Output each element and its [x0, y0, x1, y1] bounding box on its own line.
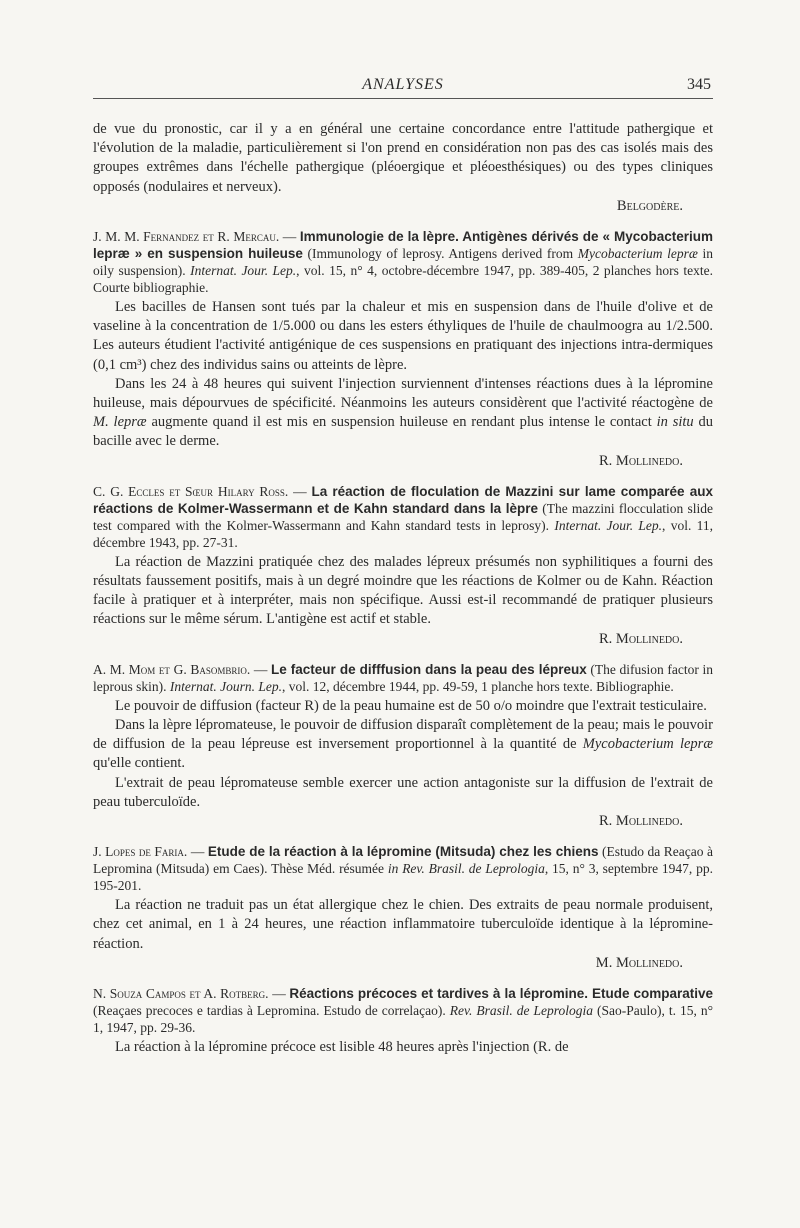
ref-text: , vol. 15, n° 4, octobre-décembre 1947, pp. 389-405, 2 planches hors texte. Courte bibliographie.	[93, 263, 713, 296]
ref-text: (Estudo da Reaçao à Lepromina (Mitsuda) em Caes). Thèse Méd. résumée	[93, 844, 714, 877]
signature: R. Mollinedo.	[599, 813, 683, 830]
entry-authors: A. M. Mom et G. Basombrio.	[93, 661, 251, 677]
signature: R. Mollinedo.	[599, 452, 683, 469]
entry-reference	[93, 228, 713, 296]
entry-paragraph: Le pouvoir de diffusion (facteur R) de la peau humaine est de 50 o/o moindre que l'extrait testiculaire.	[115, 697, 707, 714]
paragraph-text: La réaction de Mazzini pratiquée chez des malades lépreux présumés non syphilitiques a fourni des résultats faussement positifs, mais à un degré moindre que les réactions de Kolmer ou de Kahn. Réaction facile à pratiquer et à interpréter, mais non spécifique. Aussi est-il recommandé de pratiquer plusieurs réactions sur le même sérum. L'antigène est actif et stable.	[93, 553, 713, 628]
entry-paragraph	[93, 553, 713, 649]
running-title: ANALYSES	[362, 76, 444, 93]
paragraph-text: du bacille avec le derme.	[93, 414, 714, 450]
journal-name: Internat. Jour. Lep.	[190, 263, 297, 279]
page-header	[93, 76, 713, 99]
entry-authors: J. M. M. Fernandez et R. Mercau.	[93, 229, 280, 245]
page-number: 345	[687, 76, 711, 93]
entry-paragraph	[93, 375, 713, 471]
entry-reference	[93, 661, 713, 695]
paragraph-text: qu'elle contient.	[93, 755, 185, 772]
paragraph-text: Dans les 24 à 48 heures qui suivent l'injection surviennent d'intenses réactions dues à la lépromine huileuse, mais dépourvues de spécificité. Néanmoins les auteurs considèrent que l'activité réactogène de	[93, 375, 713, 412]
entry-authors: J. Lopes de Faria.	[93, 844, 188, 860]
em-dash: —	[253, 661, 268, 677]
journal-name: Rev. Brasil. de Leprologia	[449, 1003, 593, 1019]
em-dash: —	[190, 844, 205, 860]
signature: R. Mollinedo.	[599, 630, 683, 647]
entry-paragraph	[93, 716, 713, 774]
entry-title: Etude de la réaction à la lépromine (Mitsuda) chez les chiens	[207, 844, 599, 860]
ref-italic: Mycobacterium lepræ	[577, 246, 698, 262]
journal-name: Internat. Jour. Lep.	[554, 517, 663, 533]
latin-phrase: in situ	[656, 414, 694, 431]
ref-text: (The mazzini flocculation slide test compared with the Kolmer-Wassermann and Kahn standard tests in leprosy).	[93, 500, 714, 533]
species-name: M. lepræ	[93, 414, 147, 431]
em-dash: —	[272, 986, 286, 1002]
ref-text: (Reaçaes precoces e tardias à Lepromina. Estudo de correlaçao).	[93, 1003, 446, 1019]
entry-reference	[93, 483, 713, 551]
entry-reference	[93, 985, 713, 1036]
entry-title: La réaction de floculation de Mazzini sur lame comparée aux réactions de Kolmer-Wassermann et de Kahn standard dans la lèpre	[93, 483, 714, 516]
ref-text: (The difusion factor in leprous skin).	[93, 661, 713, 694]
abstract-entry	[93, 985, 713, 1057]
abstract-entry	[93, 228, 713, 471]
entry-title: Le facteur de difffusion dans la peau des lépreux	[271, 661, 587, 677]
page-body	[93, 120, 713, 1057]
em-dash: —	[293, 483, 307, 499]
entry-paragraph	[93, 774, 713, 832]
journal-name: Internat. Journ. Lep.	[169, 678, 282, 694]
paragraph-text: L'extrait de peau lépromateuse semble exercer une action antagoniste sur la diffusion de l'extrait de peau tuberculoïde.	[93, 774, 713, 810]
journal-name: in Rev. Brasil. de Leprologia	[387, 861, 545, 877]
entry-title: Immunologie de la lèpre. Antigènes dérivés de « Mycobacterium lepræ » en suspension huileuse	[93, 229, 713, 262]
continuation-paragraph	[93, 120, 713, 216]
signature: M. Mollinedo.	[595, 954, 683, 971]
ref-text: , 15, n° 3, septembre 1947, pp. 195-201.	[93, 861, 713, 894]
abstract-entry	[93, 661, 713, 831]
entry-paragraph	[93, 896, 713, 973]
signature: Belgodère.	[616, 197, 683, 214]
paragraph-text: augmente quand il est mis en suspension huileuse en rendant plus intense le contact	[151, 414, 652, 431]
continuation-text: de vue du pronostic, car il y a en général une certaine concordance entre l'attitude pathergique et l'évolution de la maladie, particulièrement si l'on prend en considération non pas des cas isolés mais des groupes extrêmes dans l'échelle pathergique (pléoergique et pléoesthésiques) ou des types cliniques opposés (nodulaires et nerveux).	[93, 121, 713, 195]
entry-paragraph: Les bacilles de Hansen sont tués par la chaleur et mis en suspension dans de l'huile d'olive et de vaseline à la concentration de 1/5.000 ou dans les esters éthyliques de l'huile de chaulmoogra au 1/2.500. Les auteurs étudient l'activité antigénique de ces suspensions en pratiquant des injections intra-dermiques (0,1 cm³) chez des individus sains ou atteints de lèpre.	[93, 299, 713, 373]
entry-paragraph: La réaction à la lépromine précoce est lisible 48 heures après l'injection (R. de	[115, 1039, 569, 1056]
abstract-entry	[93, 483, 713, 649]
entry-authors: C. G. Eccles et Sœur Hilary Ross.	[93, 483, 289, 499]
em-dash: —	[282, 229, 297, 245]
ref-text: , vol. 11, décembre 1943, pp. 27-31.	[93, 517, 714, 550]
entry-authors: N. Souza Campos et A. Rotberg.	[93, 986, 269, 1002]
entry-title: Réactions précoces et tardives à la lépromine. Etude comparative	[289, 986, 714, 1002]
ref-text: , vol. 12, décembre 1944, pp. 49-59, 1 planche hors texte. Bibliographie.	[282, 678, 674, 694]
species-name: Mycobacterium lepræ	[582, 736, 713, 753]
ref-text: (Sao-Paulo), t. 15, n° 1, 1947, pp. 29-36.	[93, 1003, 713, 1036]
ref-text: in oily suspension).	[93, 246, 714, 279]
abstract-entry	[93, 843, 713, 973]
paragraph-text: La réaction ne traduit pas un état allergique chez le chien. Des extraits de peau normale produisent, chez cet animal, en 1 à 24 heures, une réaction inflammatoire tuberculoïde identique à la lépromine-réaction.	[93, 897, 713, 952]
entry-reference	[93, 843, 713, 894]
paragraph-text: Dans la lèpre lépromateuse, le pouvoir de diffusion disparaît complètement de la peau; mais le pouvoir de diffusion de la peau lépreuse est inversement proportionnel à la quantité de	[93, 717, 713, 753]
ref-text: (Immunology of leprosy. Antigens derived from	[307, 246, 574, 262]
